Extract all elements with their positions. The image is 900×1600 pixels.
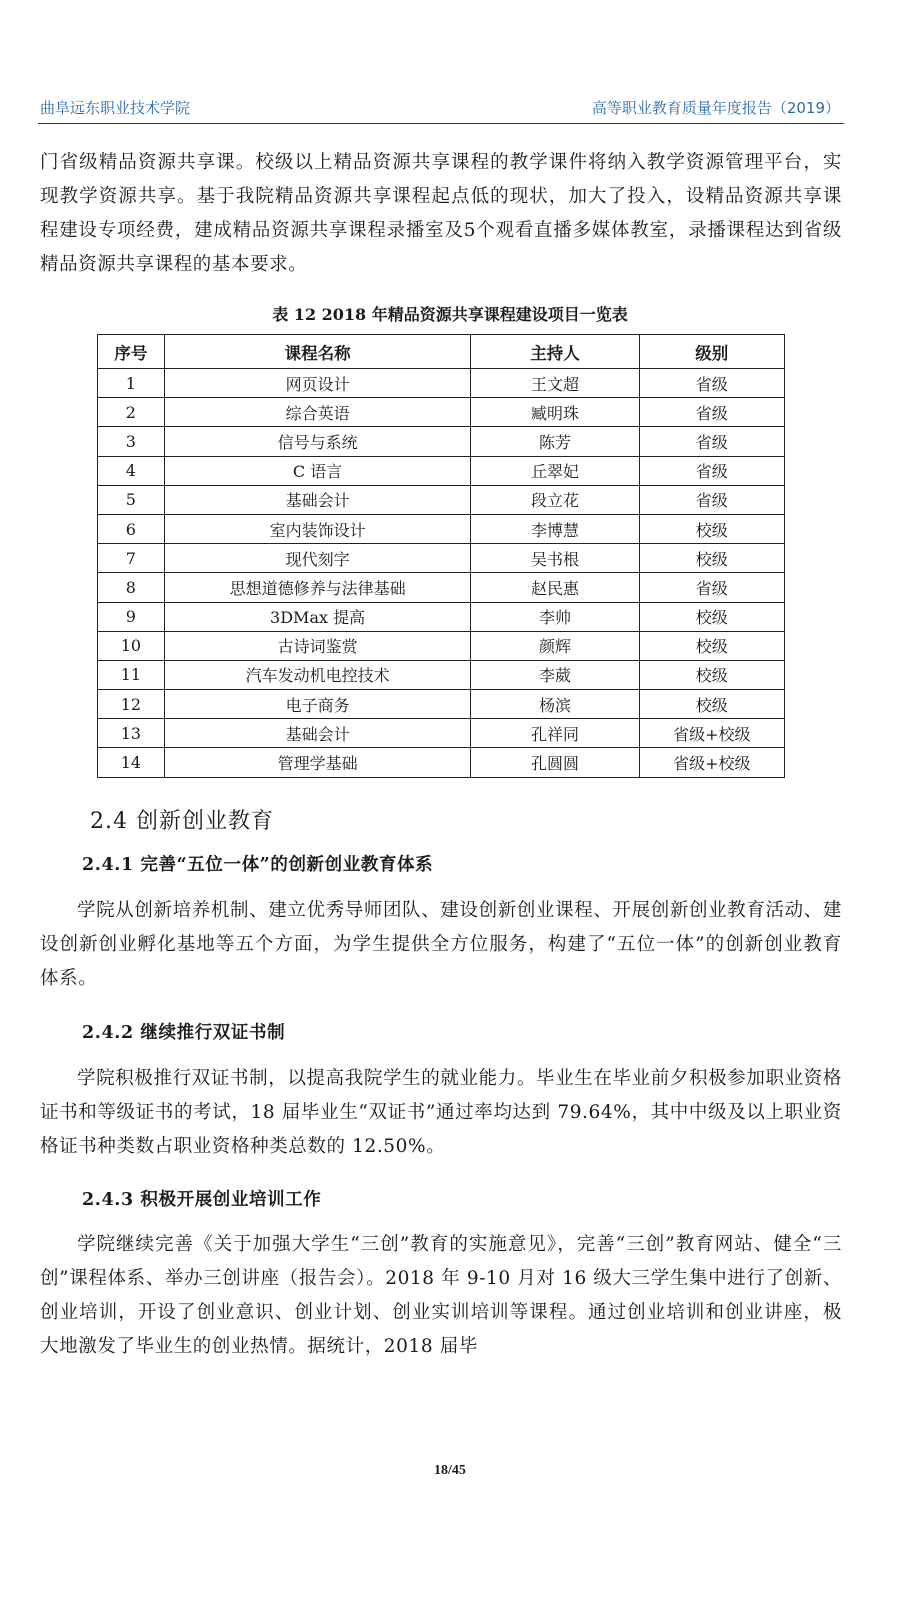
cell-no: 12 xyxy=(98,690,165,719)
cell-course-name: 思想道德修养与法律基础 xyxy=(164,573,471,602)
cell-course-name: 基础会计 xyxy=(164,719,471,748)
cell-no: 4 xyxy=(98,456,165,485)
cell-host: 陈芳 xyxy=(471,427,639,456)
header-school-name: 曲阜远东职业技术学院 xyxy=(40,99,191,117)
page-header xyxy=(38,95,844,124)
cell-course-name: 汽车发动机电控技术 xyxy=(164,660,471,689)
cell-no: 2 xyxy=(98,398,165,427)
cell-level: 省级+校级 xyxy=(639,748,784,777)
subsection-body-1: 学院从创新培养机制、建立优秀导师团队、建设创新创业课程、开展创新创业教育活动、建设创新创业孵化基地等五个方面，为学生提供全方位服务，构建了“五位一体”的创新创业教育体系。 xyxy=(40,900,842,989)
table-row xyxy=(98,719,785,748)
cell-level: 校级 xyxy=(639,660,784,689)
cell-host: 吴书根 xyxy=(471,544,639,573)
cell-course-name: 网页设计 xyxy=(164,369,471,398)
table-caption: 表 12 2018 年精品资源共享课程建设项目一览表 xyxy=(272,305,628,324)
cell-course-name: 古诗词鉴赏 xyxy=(164,631,471,660)
cell-host: 李葳 xyxy=(471,660,639,689)
page-number: 18/45 xyxy=(434,1463,466,1478)
table-row xyxy=(98,631,785,660)
header-course-name: 课程名称 xyxy=(164,335,471,369)
header-host: 主持人 xyxy=(471,335,639,369)
subsection-body-2: 学院积极推行双证书制，以提高我院学生的就业能力。毕业生在毕业前夕积极参加职业资格证书和等级证书的考试，18 届毕业生“双证书”通过率均达到 79.64%，其中中级及以上职业资格证书种类数占职业资格种类总数的 12.50%。 xyxy=(40,1068,842,1157)
table-row xyxy=(98,748,785,777)
cell-host: 臧明珠 xyxy=(471,398,639,427)
cell-course-name: 现代刻字 xyxy=(164,544,471,573)
cell-no: 5 xyxy=(98,485,165,514)
cell-no: 9 xyxy=(98,602,165,631)
cell-level: 校级 xyxy=(639,631,784,660)
cell-course-name: 3DMax 提高 xyxy=(164,602,471,631)
table-row xyxy=(98,602,785,631)
cell-course-name: 基础会计 xyxy=(164,485,471,514)
header-level: 级别 xyxy=(639,335,784,369)
cell-no: 13 xyxy=(98,719,165,748)
cell-host: 杨滨 xyxy=(471,690,639,719)
cell-level: 省级 xyxy=(639,485,784,514)
table-row xyxy=(98,485,785,514)
subsection-title-3: 2.4.3 积极开展创业培训工作 xyxy=(82,1190,322,1210)
cell-level: 校级 xyxy=(639,602,784,631)
header-report-title: 高等职业教育质量年度报告（2019） xyxy=(591,99,840,117)
table-row xyxy=(98,369,785,398)
table-header-row xyxy=(98,335,785,369)
table-row xyxy=(98,544,785,573)
cell-level: 省级+校级 xyxy=(639,719,784,748)
cell-level: 校级 xyxy=(639,514,784,543)
cell-course-name: 信号与系统 xyxy=(164,427,471,456)
cell-host: 李帅 xyxy=(471,602,639,631)
cell-host: 丘翠妃 xyxy=(471,456,639,485)
cell-course-name: 室内装饰设计 xyxy=(164,514,471,543)
table-row xyxy=(98,690,785,719)
intro-paragraph: 门省级精品资源共享课。校级以上精品资源共享课程的教学课件将纳入教学资源管理平台，实现教学资源共享。基于我院精品资源共享课程起点低的现状，加大了投入，设精品资源共享课程建设专项经费，建成精品资源共享课程录播室及5个观看直播多媒体教室，录播课程达到省级精品资源共享课程的基本要求。 xyxy=(40,152,842,275)
table-row xyxy=(98,573,785,602)
table-row xyxy=(98,660,785,689)
table-row xyxy=(98,398,785,427)
cell-no: 6 xyxy=(98,514,165,543)
cell-level: 省级 xyxy=(639,369,784,398)
cell-no: 1 xyxy=(98,369,165,398)
cell-no: 7 xyxy=(98,544,165,573)
cell-course-name: 电子商务 xyxy=(164,690,471,719)
table-row xyxy=(98,514,785,543)
cell-no: 14 xyxy=(98,748,165,777)
subsection-body-3: 学院继续完善《关于加强大学生“三创”教育的实施意见》，完善“三创”教育网站、健全“三创”课程体系、举办三创讲座（报告会）。2018 年 9-10 月对 16 级大三学生集中进行了创新、创业培训，开设了创业意识、创业计划、创业实训培训等课程。通过创业培训和创业讲座，极大地激发了毕业生的创业热情。据统计，2018 届毕 xyxy=(40,1234,842,1357)
cell-no: 10 xyxy=(98,631,165,660)
cell-host: 李博慧 xyxy=(471,514,639,543)
cell-host: 王文超 xyxy=(471,369,639,398)
cell-no: 8 xyxy=(98,573,165,602)
cell-course-name: C 语言 xyxy=(164,456,471,485)
subsection-title-2: 2.4.2 继续推行双证书制 xyxy=(82,1023,286,1043)
table-row xyxy=(98,427,785,456)
header-no: 序号 xyxy=(98,335,165,369)
cell-level: 省级 xyxy=(639,398,784,427)
cell-host: 赵民惠 xyxy=(471,573,639,602)
section-title: 2.4 创新创业教育 xyxy=(90,809,274,834)
cell-level: 省级 xyxy=(639,573,784,602)
cell-host: 段立花 xyxy=(471,485,639,514)
cell-course-name: 综合英语 xyxy=(164,398,471,427)
table-row xyxy=(98,456,785,485)
cell-host: 孔圆圆 xyxy=(471,748,639,777)
cell-level: 省级 xyxy=(639,427,784,456)
course-table xyxy=(97,334,785,778)
cell-course-name: 管理学基础 xyxy=(164,748,471,777)
cell-no: 3 xyxy=(98,427,165,456)
cell-level: 校级 xyxy=(639,544,784,573)
cell-level: 省级 xyxy=(639,456,784,485)
subsection-title-1: 2.4.1 完善“五位一体”的创新创业教育体系 xyxy=(82,855,434,875)
cell-host: 颜辉 xyxy=(471,631,639,660)
table-body xyxy=(98,369,785,778)
cell-level: 校级 xyxy=(639,690,784,719)
cell-no: 11 xyxy=(98,660,165,689)
cell-host: 孔祥同 xyxy=(471,719,639,748)
